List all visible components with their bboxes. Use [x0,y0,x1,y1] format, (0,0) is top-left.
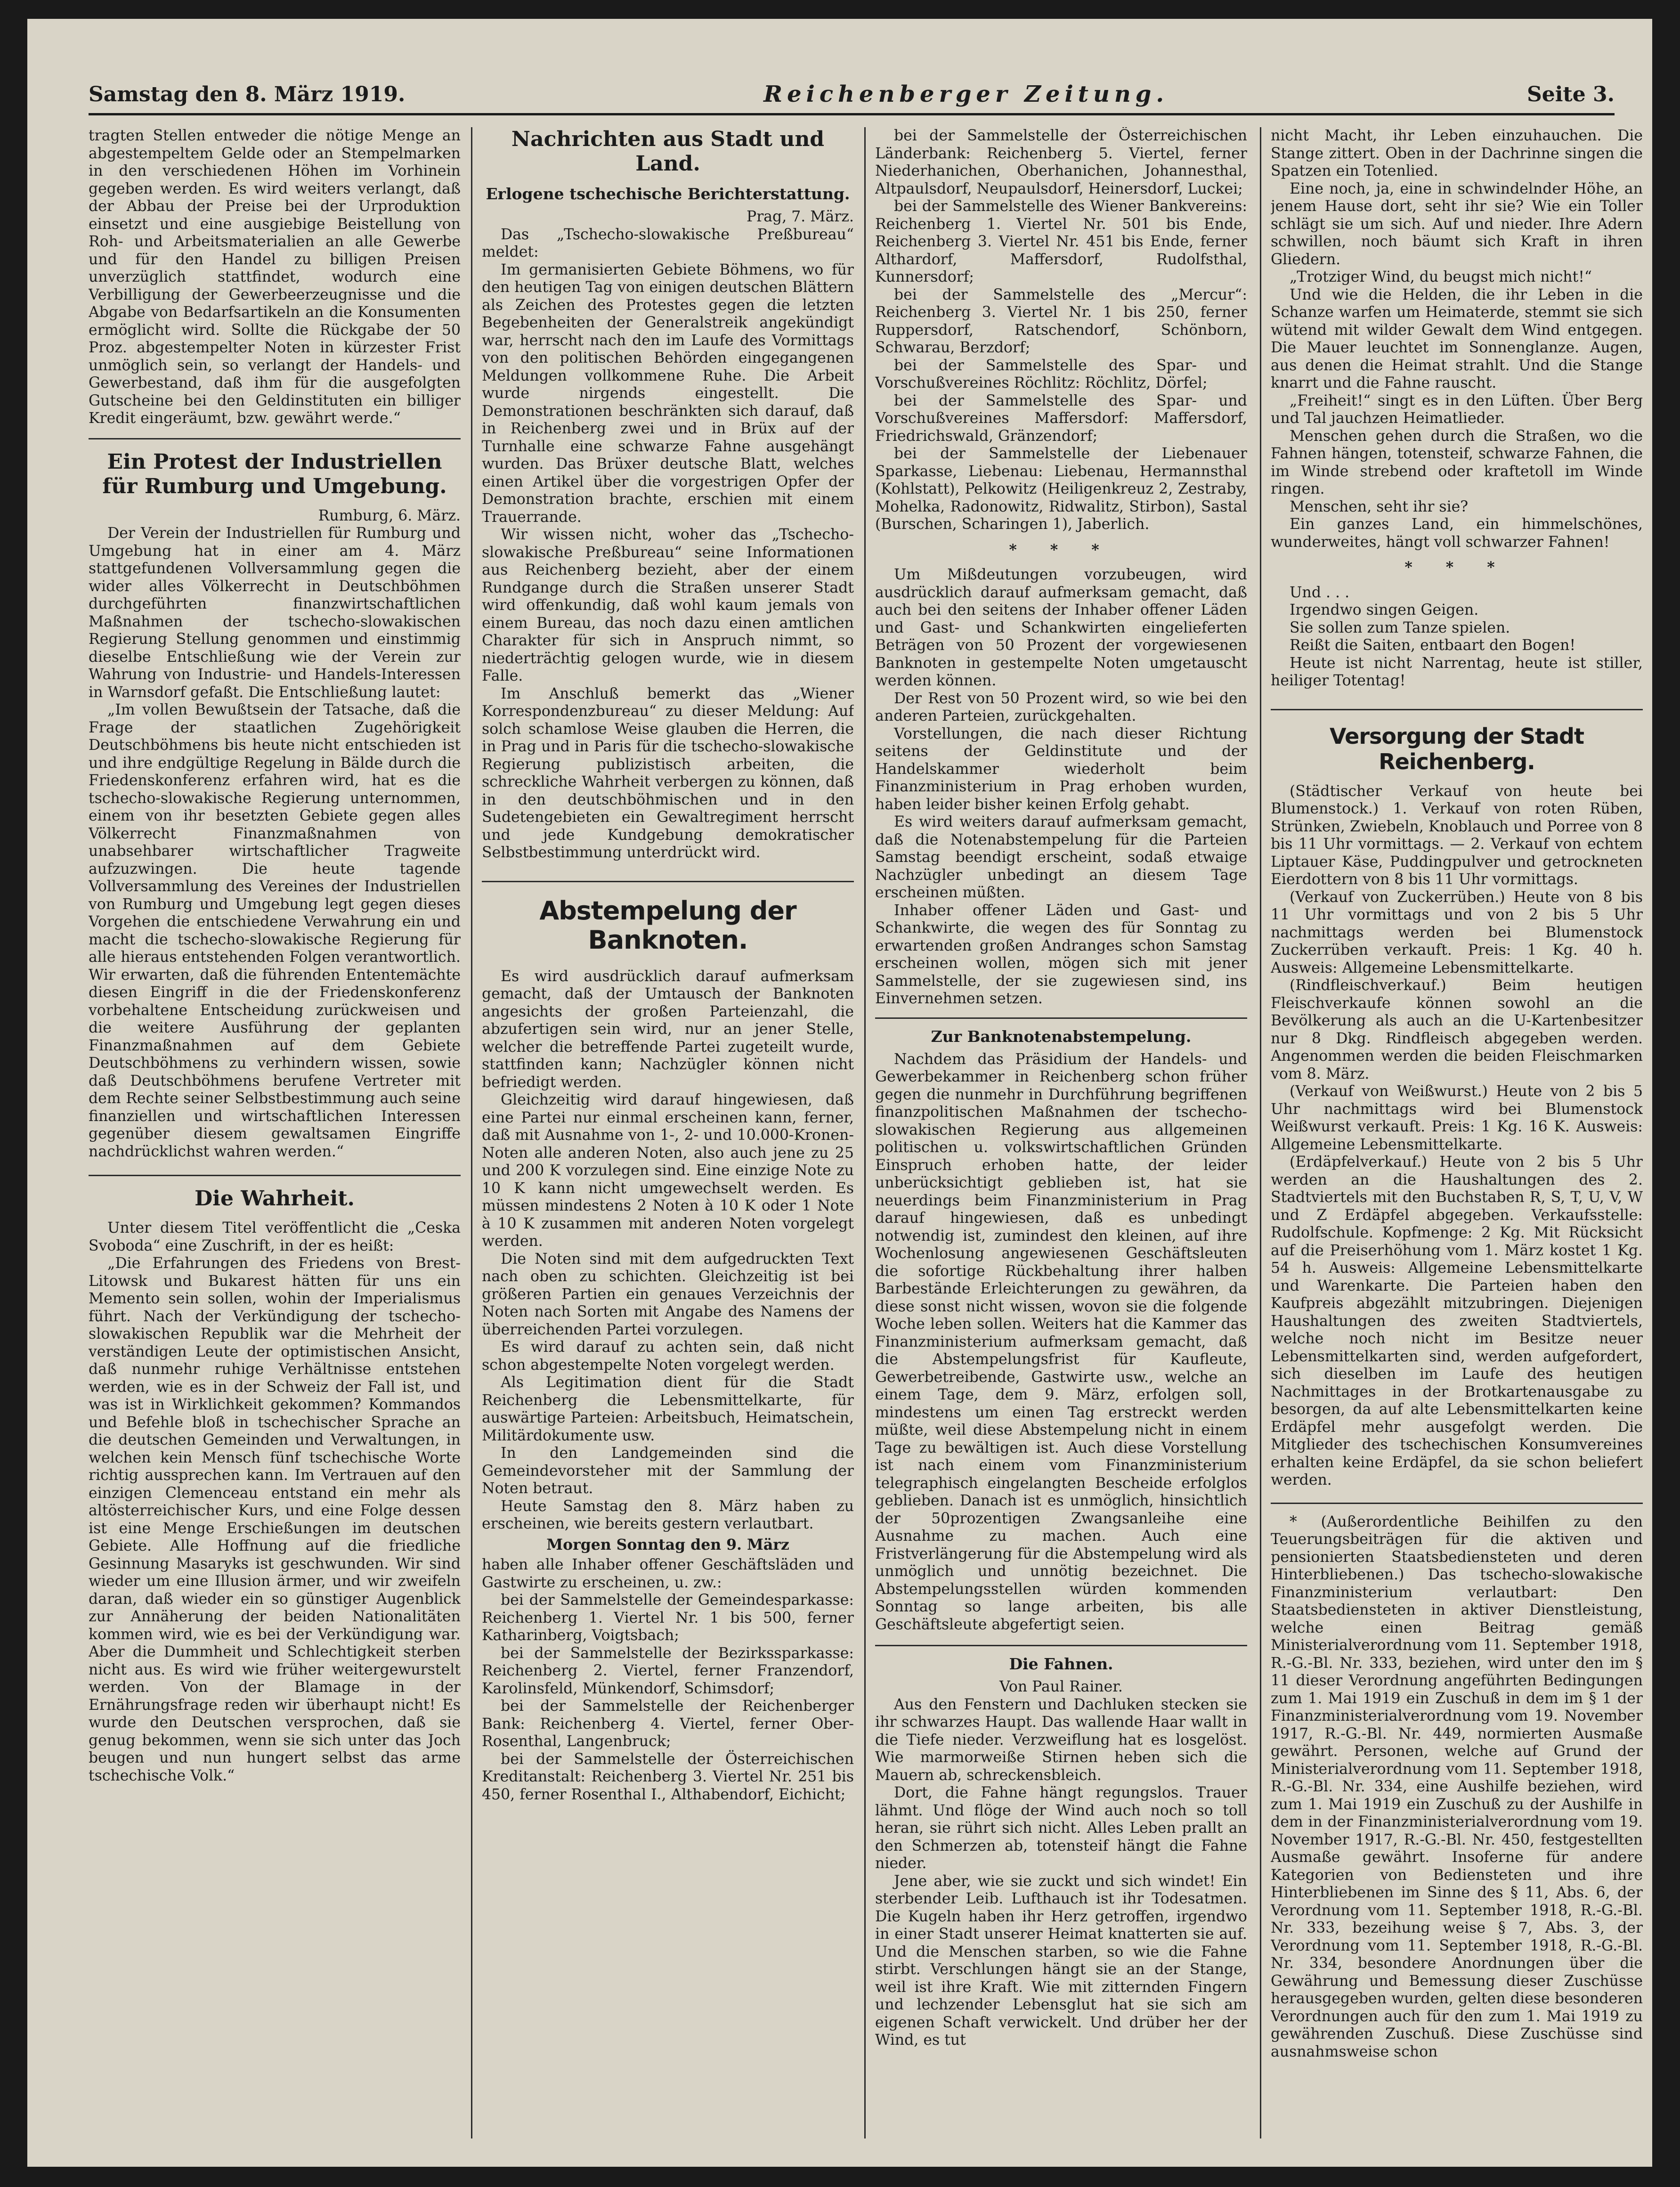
article-text: Ein ganzes Land, ein himmelschönes, wunderweites, hängt voll schwarzer Fahnen! [1271,516,1643,551]
byline: Von Paul Rainer. [999,1678,1123,1695]
headline-versorgung: Versorgung der Stadt Reichenberg. [1271,709,1643,774]
article-text: Der Verein der Industriellen für Rumburg und Umgebung hat in einer am 4. März stattgefundenen Vollversammlung gegen die wider alles Völkerrecht in Deutschböhmen durchgeführten finanzwirtschaftlichen Maßnahmen der tschecho-slowakischen Regierung Stellung genommen und einstimmig dieselbe Entschließung wie der Verein zur Wahrung von Industrie- und Handels-Interessen in Warnsdorf gefaßt. Die Entschließung lautet: [89,525,461,701]
article-text: Jene aber, wie sie zuckt und sich windet! Ein sterbender Leib. Lufthauch ist ihr Todesatmen. Die Kugeln haben ihr Herz getroffen, irgendwo in einer Stadt unserer Heimat knatterten sie auf. Und die Menschen starben, so wie die Fahne stirbt. Verschlungen hängt sie an der Stange, weil ist ihre Kraft. Wie mit zitternden Fingern und lechzender Lebensglut hat sie sich am eigenen Schaft verwickelt. Und drüber her der Wind, es tut [875,1872,1247,2049]
subheadline-erlogene: Erlogene tschechische Berichterstattung. [486,185,850,203]
article-text: Wir wissen nicht, woher das „Tschecho-slowakische Preßbureau“ seine Informationen aus Reichenberg bezieht, aber der einem Rundgange durch die Straßen unserer Stadt wird offenkundig, daß wohl kaum jemals von einem Bureau, das noch dazu einen amtlichen Charakter für sich in Anspruch nimmt, so niederträchtig gelogen wurde, wie in diesem Falle. [482,526,854,684]
article-text: Im germanisierten Gebiete Böhmens, wo für den heutigen Tag von einigen deutschen Blättern als Zeichen des Protestes gegen die letzten Begebenheiten der Generalstreik angekündigt war, herrscht nach den im Laufe des Vormittags von den politischen Behörden eingegangenen Meldungen vollkommene Ruhe. Die Arbeit wurde nirgends eingestellt. Die Demonstrationen beschränkten sich darauf, daß in Reichenberg zwei und in Brüx auf der Turnhalle eine schwarze Fahne ausgehängt wurden. Das Brüxer deutsche Blatt, welches einen Artikel über die vorgestrigen Opfer der Demonstration brachte, erschien mit einem Trauerrande. [482,261,854,526]
article-text: „Trotziger Wind, du beugst mich nicht!“ [1290,268,1592,285]
article-text: Der Rest von 50 Prozent wird, so wie bei den anderen Parteien, zurückgehalten. [875,690,1247,724]
article-text: tragten Stellen entweder die nötige Menge an abgestempeltem Gelde oder an Stempelmarken in den verschiedenen Höhen im Vorhinein gegeben werden. Es wird weiters verlangt, daß der Abbau der Preise bei der Urproduktion einsetzt und eine ausgiebige Beistellung von Roh- und Arbeitsmaterialien an alle Gewerbe und für den Handel zu billigen Preisen unverzüglich stattfindet, wodurch eine Verbilligung der Gewerbeerzeugnisse und die Abgabe von Bedarfsartikeln an die Konsumenten ermöglicht wird. Sollte die Rückgabe der 50 Proz. abgestempelter Noten in kürzester Frist unmöglich sein, so verlangt der Handels- und Gewerbestand, daß ihm für die ausgefolgten Gutscheine bei den Geldinstituten ein billiger Kredit eingeräumt, bzw. gewährt werde.“ [89,127,461,427]
article-text: Es wird darauf zu achten sein, daß nicht schon abgestempelte Noten vorgelegt werden. [482,1339,854,1374]
article-text: bei der Sammelstelle der Reichenberger Bank: Reichenberg 4. Viertel, ferner Ober-Rosenthal, Langenbruck; [482,1698,854,1750]
article-text: (Verkauf von Zuckerrüben.) Heute von 8 bis 11 Uhr vormittags und von 2 bis 5 Uhr nachmittags werden bei Blumenstock Zuckerrüben verkauft. Preis: 1 Kg. 40 h. Ausweis: Allgemeine Lebensmittelkarte. [1271,888,1643,976]
article-text: Heute Samstag den 8. März haben zu erscheinen, wie bereits gestern verlautbart. [482,1497,854,1532]
article-subhead: Morgen Sonntag den 9. März [546,1536,789,1553]
article-text: „Im vollen Bewußtsein der Tatsache, daß die Frage der staatlichen Zugehörigkeit Deutschböhmens bis heute nicht entschieden ist und ihre endgültige Regelung in Bälde durch die Friedenskonferenz erfahren wird, hat es die tschecho-slowakische Regierung unternommen, einem von ihr besetzten Gebiete gegen alles Völkerrecht Finanzmaßnahmen von unabsehbarer wirtschaftlicher Tragweite aufzuzwingen. Die heute tagende Vollversammlung des Vereines der Industriellen von Rumburg und Umgebung legt gegen dieses Vorgehen die entschiedene Verwahrung ein und macht die tschecho-slowakische Regierung für alle hieraus entstehenden Folgen verantwortlich. Wir erwarten, daß die führenden Ententemächte diesen Eingriff in die der Friedenskonferenz vorbehaltene Entscheidung zurückweisen und die weitere Ausführung der geplanten Finanzmaßnahmen auf dem Gebiete Deutschböhmens zu verhindern wissen, sowie daß Deutschböhmens berufene Vertreter mit dem Rechte seiner Selbstbestimmung auch seine finanziellen und wirtschaftlichen Interessen gegenüber diesem gewaltsamen Eingriffe nachdrücklichst wahren werden.“ [89,701,461,1160]
article-text: bei der Sammelstelle des Wiener Bankvereins: Reichenberg 1. Viertel Nr. 501 bis Ende, Reichenberg 3. Viertel Nr. 451 bis Ende, ferner Althardorf, Maffersdorf, Rudolfsthal, Kunnersdorf; [875,198,1247,285]
article-text: bei der Sammelstelle des „Mercur“: Reichenberg 3. Viertel Nr. 1 bis 250, ferner Ruppersdorf, Ratschendorf, Schönborn, Schwarau, Berzdorf; [875,286,1247,356]
column-1 [89,127,461,2138]
article-text: Menschen gehen durch die Straßen, wo die Fahnen hängen, totensteif, schwarze Fahnen, die im Winde strebend oder kraftetoll im Winde ringen. [1271,427,1643,497]
article-text: Eine noch, ja, eine in schwindelnder Höhe, an jenem Hause dort, seht ihr sie? Wie ein Toller schlägt sie um sich. Auf und nieder. Ihre Adern schwillen, noch bäumt sich Kraft in ihren Gliedern. [1271,180,1643,268]
article-text: bei der Sammelstelle der Österreichischen Länderbank: Reichenberg 5. Viertel, ferner Niederhanichen, Oberhanichen, Johannesthal, Altpaulsdorf, Neupaulsdorf, Heinersdorf, Luckei; [875,127,1247,197]
article-text: Heute ist nicht Narrentag, heute ist stiller, heiliger Totentag! [1271,654,1643,689]
article-text: Dort, die Fahne hängt regungslos. Trauer lähmt. Und flöge der Wind auch noch so toll heran, sie rührt sich nicht. Alles Leben prallt an den Schmerzen ab, totensteif hängt die Fahne nieder. [875,1784,1247,1872]
headline-wahrheit: Die Wahrheit. [89,1175,461,1211]
article-text: haben alle Inhaber offener Geschäftsläden und Gastwirte zu erscheinen, u. zw.: [482,1556,854,1591]
dateline: Prag, 7. März. [747,208,854,225]
headline-nachrichten: Nachrichten aus Stadt und Land. [511,127,825,176]
article-text: bei der Sammelstelle des Spar- und Vorschußvereines Röchlitz: Röchlitz, Dörfel; [875,357,1247,391]
column-rule [864,127,866,2138]
article-text: Nachdem das Präsidium der Handels- und Gewerbekammer in Reichenberg schon früher gegen die nunmehr in Durchführung begriffenen finanzpolitischen Maßnahmen der tschecho-slowakischen Regierung aus allgemeinen politischen u. volkswirtschaftlichen Gründen Einspruch erhoben hatte, der leider unberücksichtigt geblieben ist, hat sie neuerdings beim Finanzministerium in Prag darauf hingewiesen, daß es unbedingt notwendig ist, zumindest den kleinen, auf ihre Wochenlosung angewiesenen Geschäftsleuten die sofortige Rückbehaltung ihrer halben Barbestände Erleichterungen zu gewähren, da diese sonst nicht wissen, wovon sie die folgende Woche leben sollen. Weiters hat die Kammer das Finanzministerium aufmerksam gemacht, daß die Abstempelungsfrist für Kaufleute, Gewerbetreibende, Gastwirte usw., welche an einem Tage, dem 9. März, erfolgen soll, mindestens um einen Tag erstreckt werden müßte, weil diese Abstempelung nicht in einem Tage zu bewältigen ist. Auch diese Vorstellung ist nach einem vom Finanzministerium telegraphisch eingelangten Bescheide erfolglos geblieben. Danach ist es unmöglich, hinsichtlich der 50prozentigen Zwangsanleihe eine Ausnahme zu machen. Auch eine Fristverlängerung für die Abstempelung wird als unmöglich und unnötig bezeichnet. Die Abstempelungsstellen würden kommenden Sonntag so lange arbeiten, bis alle Geschäftsleute abgefertigt seien. [875,1050,1247,1633]
article-text: „Die Erfahrungen des Friedens von Brest-Litowsk und Bukarest hätten für uns ein Memento sein sollen, wohin der Imperialismus führt. Nach der Verkündigung der tschecho-slowakischen Republik war die Mehrheit der verständigen Leute der optimistischen Ansicht, daß nunmehr ruhige Verhältnisse entstehen werden, wie es in der Schweiz der Fall ist, und was ist in Wirklichkeit gekommen? Kommandos und Befehle bloß in tschechischer Sprache an die deutschen Gemeinden und Verwaltungen, in welchen kein Mensch fünf tschechische Worte richtig aussprechen kann. Im Vertrauen auf den einzigen Clemenceau entstand ein mehr als altösterreichischer Kurs, und eine Folge dessen ist eine Menge Erschießungen im deutschen Gebiete. Alle Hoffnung auf die friedliche Gesinnung Masaryks ist geschwunden. Wir sind wieder um eine Illusion ärmer, und wir zweifeln daran, daß wieder ein so günstiger Augenblick zur Annäherung der beiden Nationalitäten kommen wird, wie es bei der Verkündigung war. Aber die Dummheit und Schlechtigkeit sterben nicht aus. Es wird wie früher weitergewurstelt werden. Von der Blamage in der Ernährungsfrage reden wir überhaupt nicht! Es wurde den Deutschen versprochen, daß sie genug bekommen, wenn sie sich unter das Joch beugen und nun hungert selbst das arme tschechische Volk.“ [89,1255,461,1784]
article-text: bei der Sammelstelle der Gemeindesparkasse: Reichenberg 1. Viertel Nr. 1 bis 500, ferner Katharinberg, Voigtsbach; [482,1592,854,1644]
column-4 [1271,127,1643,2138]
article-text: * (Außerordentliche Beihilfen zu den Teuerungsbeiträgen für die aktiven und pensionierten Staatsbediensteten und deren Hinterbliebenen.) Das tschecho-slowakische Finanzministerium verlautbart: Den Staatsbediensteten in aktiver Dienstleistung, welche einen Beitrag gemäß Ministerialverordnung vom 11. September 1918, R.-G.-Bl. Nr. 333, beziehen, wird unter den im § 11 dieser Verordnung angeführten Bedingungen zum 1. Mai 1919 ein Zuschuß in dem im § 1 der Finanzministerialverordnung vom 19. November 1917, R.-G.-Bl. Nr. 449, normierten Ausmaße gewährt. Personen, welche auf Grund der Ministerialverordnung vom 11. September 1918, R.-G.-Bl. Nr. 334, eine Aushilfe beziehen, wird zum 1. Mai 1919 ein Zuschuß zu der Aushilfe in dem in der Finanzministerialverordnung vom 19. November 1917, R.-G.-Bl. Nr. 450, festgestellten Ausmaße gewährt. Insoferne für andere Kategorien von Bediensteten und ihre Hinterbliebenen im Sinne des § 11, Abs. 6, der Verordnung vom 11. September 1918, R.-G.-Bl. Nr. 333, bezeihung weise § 7, Abs. 3, der Verordnung vom 11. September 1918, R.-G.-Bl. Nr. 334, besondere Anordnungen über die Gewährung und Bemessung dieser Zuschüsse herausgegeben wurden, gelten diese besonderen Verordnungen auch für den zum 1. Mai 1919 zu gewährenden Zuschuß. Diese Zuschüsse sind ausnahmsweise schon [1271,1503,1643,2061]
header-date: Samstag den 8. März 1919. [89,82,406,106]
column-2 [482,127,854,2138]
column-3 [875,127,1247,2138]
header-page-number: Seite 3. [1526,82,1615,106]
article-text: Sie sollen zum Tanze spielen. [1290,619,1510,636]
newspaper-page [27,19,1652,2167]
article-text: Die Noten sind mit dem aufgedruckten Text nach oben zu schichten. Gleichzeitig ist bei größeren Partien ein genaues Verzeichnis der Noten nach Sorten mit Angabe des Namens der überreichenden Partei vorzulegen. [482,1250,854,1338]
headline-abstempelung: Abstempelung der Banknoten. [482,881,854,955]
article-text: In den Landgemeinden sind die Gemeindevorsteher mit der Sammlung der Noten betraut. [482,1445,854,1497]
article-text: bei der Sammelstelle der Österreichischen Kreditanstalt: Reichenberg 3. Viertel Nr. 251 bis 450, ferner Rosenthal I., Althabendorf, Eichicht; [482,1750,854,1803]
subheadline-fahnen: Die Fahnen. [875,1645,1247,1674]
article-text: (Verkauf von Weißwurst.) Heute von 2 bis 5 Uhr nachmittags wird bei Blumenstock Weißwurst verkauft. Preis: 1 Kg. 16 K. Ausweis: Allgemeine Lebensmittelkarte. [1271,1083,1643,1153]
dateline: Rumburg, 6. März. [318,507,461,524]
article-text: Gleichzeitig wird darauf hingewiesen, daß eine Partei nur einmal erscheinen kann, ferner, daß mit Ausnahme von 1-, 2- und 10.000-Kronen-Noten alle anderen Noten, also auch jene zu 25 und 200 K vorzulegen sind. Eine einzige Note zu 10 K kann nicht umgewechselt werden. Es müssen mindestens 2 Noten à 10 K oder 1 Note à 10 K zusammen mit anderen Noten vorgelegt werden. [482,1091,854,1250]
header-masthead: Reichenberger Zeitung. [763,81,1169,107]
subheadline-zur: Zur Banknotenabstempelung. [875,1017,1247,1046]
article-text: bei der Sammelstelle der Liebenauer Sparkasse, Liebenau: Liebenau, Hermannsthal (Kohlstatt), Pelkowitz (Heiligenkreuz 2, Zestraby, Mohelka, Radonowitz, Ridwalitz, Stirbon), Sastal (Burschen, Scharingen 1), Jaberlich. [875,445,1247,533]
column-rule [471,127,472,2138]
article-text: Vorstellungen, die nach dieser Richtung seitens der Geldinstitute und der Handelskammer wiederholt beim Finanzministerium in Prag erhoben wurden, haben leider bisher keinen Erfolg gehabt. [875,725,1247,813]
article-text: Reißt die Saiten, entbaart den Bogen! [1290,637,1576,654]
article-text: Um Mißdeutungen vorzubeugen, wird ausdrücklich darauf aufmerksam gemacht, daß auch bei den seitens der Inhaber offener Läden und Gast- und Schankwirten eingelieferten Beträgen von 50 Prozent der vorgewiesenen Banknoten in gestempelte Noten umgetauscht werden können. [875,566,1247,689]
article-text: Und . . . [1290,584,1350,601]
article-text: (Erdäpfelverkauf.) Heute von 2 bis 5 Uhr werden an die Haushaltungen des 2. Stadtviertels mit den Buchstaben R, S, T, U, V, W und Z Erdäpfel abgegeben. Verkaufsstelle: Rudolfschule. Kopfmenge: 2 Kg. Mit Rücksicht auf die Preiserhöhung vom 1. März kostet 1 Kg. 54 h. Ausweis: Allgemeine Lebensmittelkarte und Warenkarte. Die Parteien haben den Kaufpreis abgezählt mitzubringen. Diejenigen Haushaltungen des zweiten Stadtviertels, welche noch nicht im Besitze neuer Lebensmittelkarten sind, werden aufgefordert, sich dieselben im Laufe des heutigen Nachmittages in der Brotkartenausgabe zu besorgen, da auf alte Lebensmittelkarten keine Erdäpfel mehr ausgefolgt werden. Die Mitglieder des tschechischen Konsumvereines erhalten keine Erdäpfel, da sie schon beliefert werden. [1271,1154,1643,1488]
article-text: Inhaber offener Läden und Gast- und Schankwirte, die wegen des für Sonntag zu erwartenden großen Andranges schon Samstag erscheinen wollen, mögen sich mit jener Sammelstelle, der sie zugewiesen sind, ins Einvernehmen setzen. [875,902,1247,1007]
article-text: Unter diesem Titel veröffentlicht die „Ceska Svoboda“ eine Zuschrift, in der es heißt: [89,1220,461,1254]
article-text: Als Legitimation dient für die Stadt Reichenberg die Lebensmittelkarte, für auswärtige Parteien: Arbeitsbuch, Heimatschein, Militärdokumente usw. [482,1374,854,1444]
article-text: Menschen, seht ihr sie? [1290,498,1469,515]
article-text: Aus den Fenstern und Dachluken stecken sie ihr schwarzes Haupt. Das wallende Haar wallt in die Tiefe nieder. Verzweiflung hat es losgelöst. Wie marmorweiße Stirnen heben sich die Mauern ab, schreckensbleich. [875,1696,1247,1784]
article-text: nicht Macht, ihr Leben einzuhauchen. Die Stange zittert. Oben in der Dachrinne singen die Spatzen ein Totenlied. [1271,127,1643,179]
article-text: Irgendwo singen Geigen. [1290,602,1479,618]
article-text: (Rindfleischverkauf.) Beim heutigen Fleischverkaufe können sowohl an die Bevölkerung als auch an die U-Kartenbesitzer nur 8 Dkg. Rindfleisch abgegeben werden. Angenommen werden die beiden Fleischmarken vom 8. März. [1271,977,1643,1082]
article-text: bei der Sammelstelle der Bezirkssparkasse: Reichenberg 2. Viertel, ferner Franzendorf, Karolinsfeld, Münkendorf, Schimsdorf; [482,1644,854,1697]
column-rule [1260,127,1261,2138]
headline-protest: Ein Protest der Industriellen für Rumburg und Umgebung. [89,438,461,499]
page-header [89,75,1615,115]
section-stars: * * * [1009,541,1113,559]
article-text: (Städtischer Verkauf von heute bei Blumenstock.) 1. Verkauf von roten Rüben, Strünken, Zwiebeln, Knoblauch und Porree von 8 bis 11 Uhr vormittags. — 2. Verkauf von echtem Liptauer Käse, Puddingpulver und getrockneten Eierdottern von 8 bis 11 Uhr vormittags. [1271,782,1643,888]
section-stars: * * * [1404,559,1509,576]
article-text: Im Anschluß bemerkt das „Wiener Korrespondenzbureau“ zu dieser Meldung: Auf solch schamlose Weise glauben die Herren, die in Prag und in Paris für die tschecho-slowakische Regierung publizistisch arbeiten, die schreckliche Wahrheit verbergen zu können, daß in den deutschböhmischen und in den Sudetengebieten ein Gewaltregiment herrscht und jede Kundgebung demokratischer Selbstbestimmung unterdrückt wird. [482,685,854,861]
article-text: „Freiheit!“ singt es in den Lüften. Über Berg und Tal jauchzen Heimatlieder. [1271,392,1643,427]
article-text: bei der Sammelstelle des Spar- und Vorschußvereines Maffersdorf: Maffersdorf, Friedrichswald, Gränzendorf; [875,392,1247,445]
article-text: Und wie die Helden, die ihr Leben in die Schanze warfen um Heimaterde, stemmt sie sich wütend mit wilder Gewalt dem Wind entgegen. Die Mauer leuchtet im Sonnenglanze. Augen, aus denen die Heimat strahlt. Und die Stange knarrt und die Fahne rauscht. [1271,286,1643,391]
article-text: Das „Tschecho-slowakische Preßbureau“ meldet: [482,226,854,260]
article-text: Es wird ausdrücklich darauf aufmerksam gemacht, daß der Umtausch der Banknoten angesichts der großen Parteienzahl, die abzufertigen sein wird, nur an jener Stelle, welcher die betreffende Partei zugeteilt wurde, stattfinden kann; Nachzügler können nicht befriedigt werden. [482,967,854,1091]
article-text: Es wird weiters darauf aufmerksam gemacht, daß die Notenabstempelung für die Parteien Samstag beendigt erscheint, sodaß etwaige Nachzügler unbedingt an diesem Tage erscheinen müßten. [875,813,1247,901]
